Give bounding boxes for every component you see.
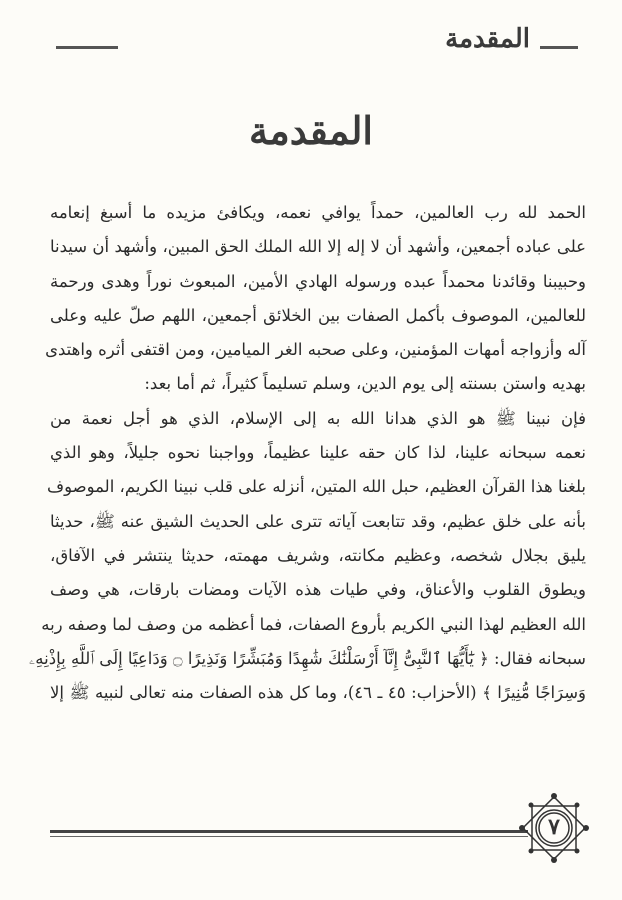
text-line: بأنه على خلق عظيم، وقد تتابعت آياته تترى على الحديث الشيق عنه ﷺ، حديثا (50, 511, 586, 531)
text-line: الله العظيم لهذا النبي الكريم بأروع الصفات، فما أعظمه من وصف لما وصفه ربه (41, 614, 586, 634)
header-rule-left (56, 46, 118, 49)
page-number-ornament (516, 790, 592, 866)
text-line: نعمه سبحانه علينا، لذا كان حقه علينا عظيماً، وواجبنا نحوه جليلاً، وهو الذي (50, 443, 586, 463)
footer-rule (50, 830, 528, 833)
running-header (56, 24, 578, 74)
text-line: سبحانه فقال: ﴿ يَٰٓأَيُّهَا ٱلنَّبِىُّ إِنَّآ أَرْسَلْنَٰكَ شَٰهِدًا وَمُبَشِّرًا وَنَذِيرًا ۝ وَدَاعِيًا إِلَى ٱللَّهِ بِإِذْنِهِۦ (29, 648, 586, 668)
text-line: بهديه واستن بسنته إلى يوم الدين، وسلم تسليماً كثيراً، ثم أما بعد: (144, 374, 586, 394)
text-line: يليق بجلال شخصه، وعظيم مكانته، وشريف مهمته، حديثا ينتشر في الآفاق، (50, 545, 586, 565)
text-line: وحبيبنا وقائدنا محمداً عبده ورسوله الهادي الأمين، المبعوث نوراً وهدى ورحمة (50, 271, 586, 291)
text-line: على عباده أجمعين، وأشهد أن لا إله إلا الله الملك الحق المبين، وأشهد أن سيدنا (50, 237, 586, 257)
text-line: الحمد لله رب العالمين، حمداً يوافي نعمه، ويكافئ مزيده ما أسبغ إنعامه (50, 203, 586, 222)
text-line: للعالمين، الموصوف بأكمل الصفات بين الخلائق أجمعين، اللهم صلّ عليه وعلى (50, 305, 586, 325)
header-rule-right (540, 46, 578, 49)
page-number: ٧ (548, 814, 560, 840)
text-line: بلغنا هذا القرآن العظيم، حبل الله المتين، أنزله على قلب نبينا الكريم، الموصوف (46, 477, 586, 497)
text-line: وَسِرَاجًا مُّنِيرًا ﴾ (الأحزاب: ٤٥ ـ ٤٦)، وما كل هذه الصفات منه تعالى لنبيه ﷺ إلا (50, 683, 586, 703)
running-title: المقدمة (445, 24, 530, 54)
text-line: ويطوق القلوب والأعناق، وفي طيات هذه الآيات ومضات بارقات، هي وصف (50, 580, 586, 600)
chapter-heading: المقدمة (248, 108, 373, 153)
footer-rule-thin (50, 836, 528, 837)
text-line: فإن نبينا ﷺ هو الذي هدانا الله به إلى الإسلام، الذي هو أجل نعمة من (50, 408, 586, 428)
page-footer (50, 790, 590, 870)
text-line: آله وأزواجه أمهات المؤمنين، وعلى صحبه الغر الميامين، ومن اقتفى أثره واهتدى (45, 340, 586, 360)
body-text (29, 196, 586, 710)
